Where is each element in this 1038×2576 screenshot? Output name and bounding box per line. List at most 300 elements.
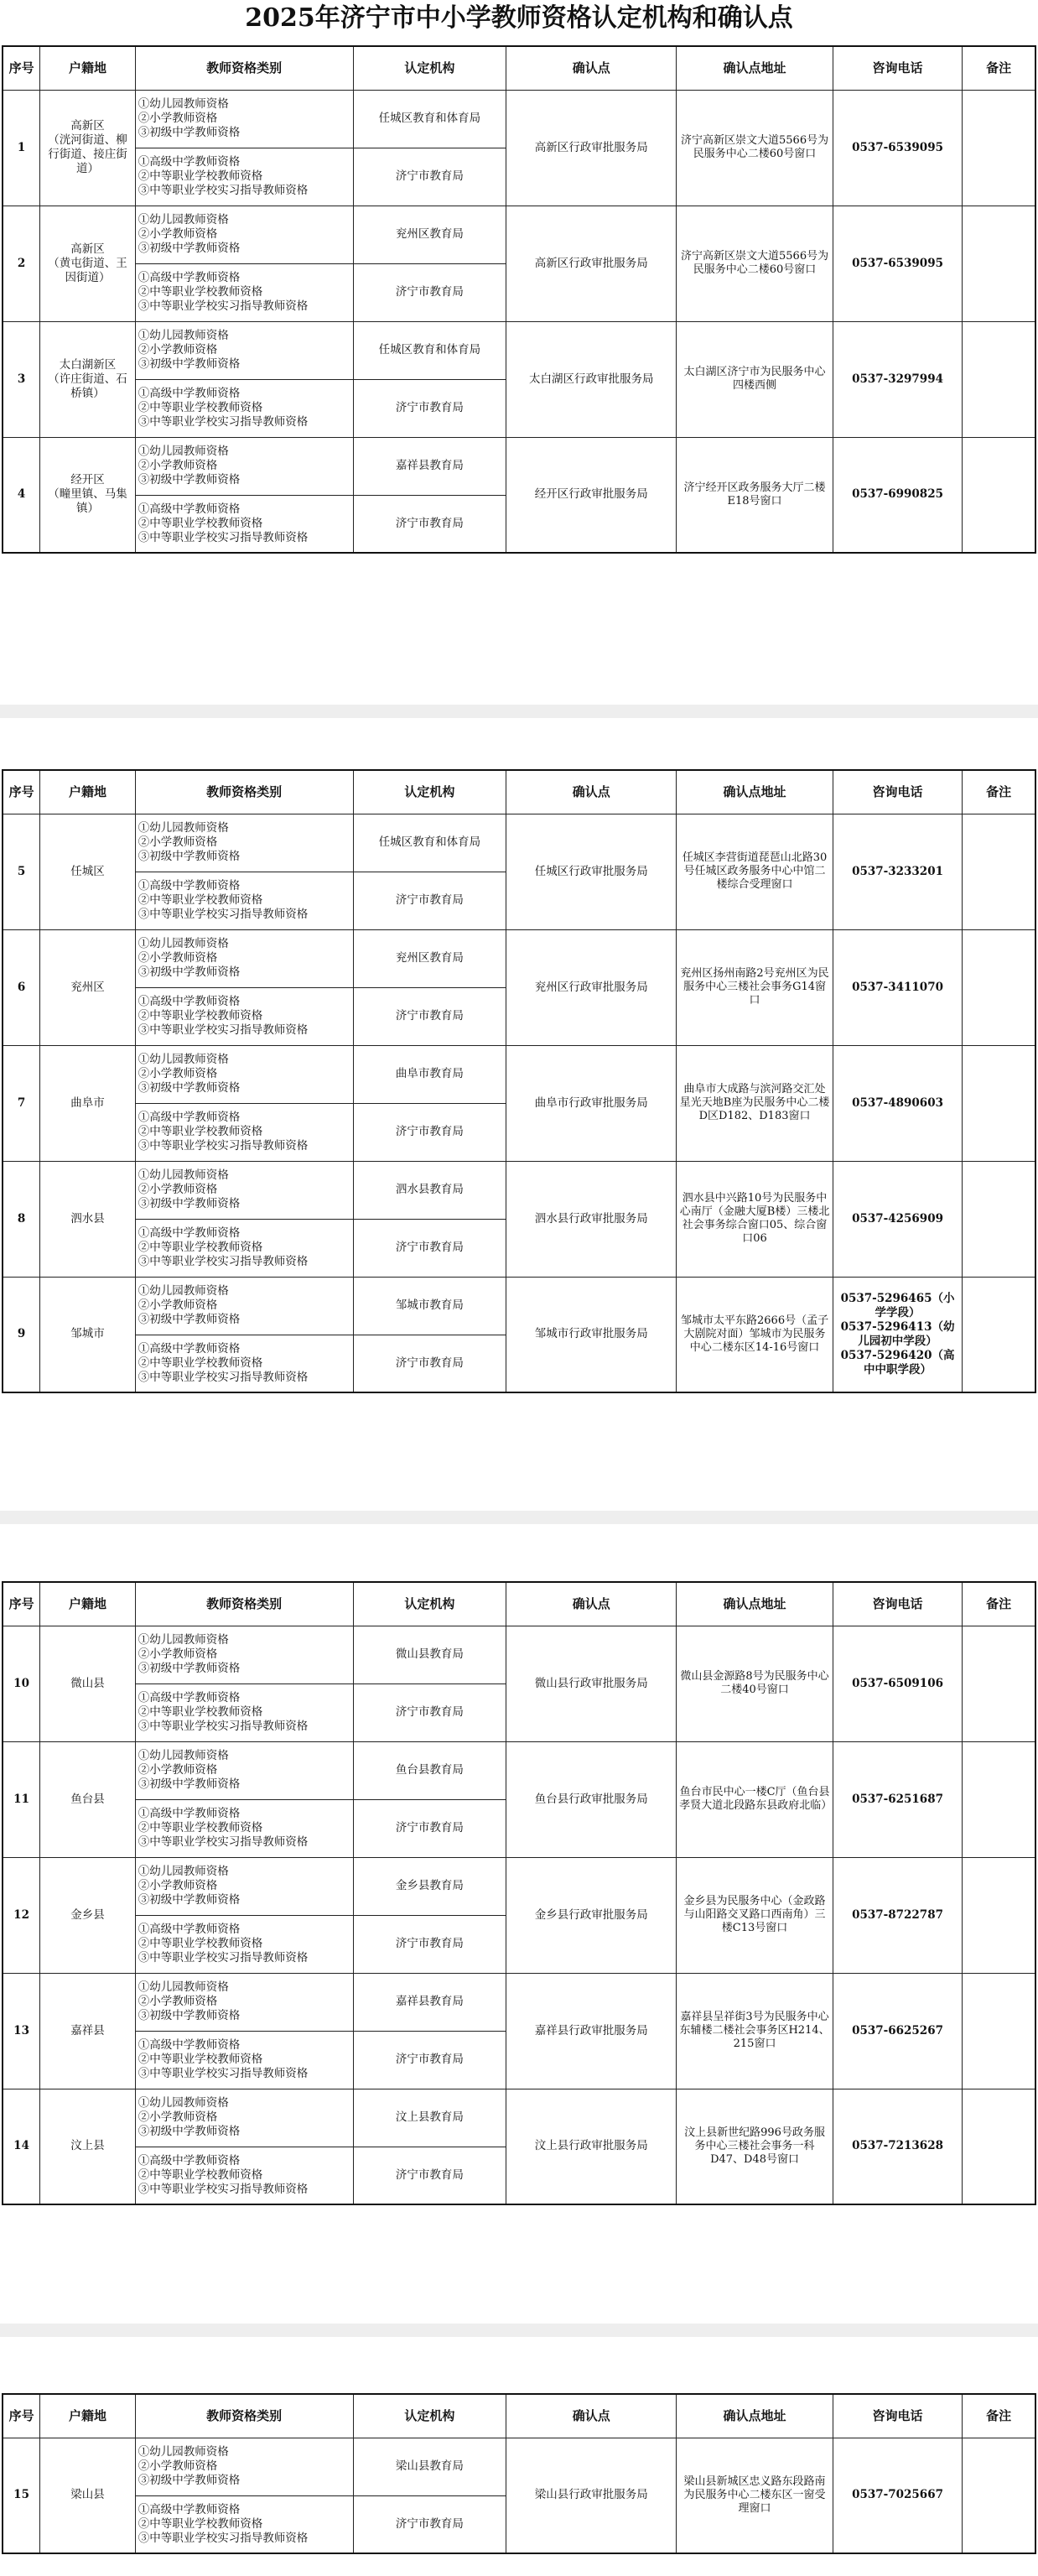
qualification-item: ②小学教师资格 (138, 1298, 218, 1312)
qualification-types (135, 1103, 353, 1161)
qualification-item: ②中等职业学校教师资格 (138, 1009, 263, 1023)
qualification-item: ①高级中学教师资格 (138, 1341, 241, 1356)
column-header: 确认点 (506, 2394, 677, 2438)
qualification-item: ①高级中学教师资格 (138, 1111, 241, 1124)
remarks (963, 929, 1035, 1045)
confirmation-address: 汶上县新世纪路996号政务服务中心三楼社会事务一科D47、D48号窗口 (677, 2089, 833, 2204)
qualification-item: ②小学教师资格 (138, 1995, 218, 2008)
confirmation-point: 嘉祥县行政审批服务局 (506, 1973, 677, 2089)
remarks (963, 1973, 1035, 2089)
qualification-table (2, 2393, 1036, 2554)
table-row (3, 1857, 1035, 1915)
qualification-item: ③中等职业学校实习指导教师资格 (138, 2182, 309, 2196)
column-header: 咨询电话 (833, 1582, 962, 1626)
table-section-1 (0, 45, 1038, 554)
table-row (3, 2089, 1035, 2147)
column-header: 序号 (3, 46, 40, 90)
column-header: 认定机构 (353, 46, 506, 90)
certifying-agency: 济宁市教育局 (353, 872, 506, 929)
qualification-types (135, 1219, 353, 1277)
certifying-agency: 济宁市教育局 (353, 495, 506, 553)
qualification-item: ①幼儿园教师资格 (138, 1633, 229, 1647)
qualification-item: ①高级中学教师资格 (138, 1923, 241, 1936)
qualification-item: ②中等职业学校教师资格 (138, 2167, 263, 2182)
column-header: 备注 (963, 1582, 1035, 1626)
qualification-types (135, 206, 353, 263)
qualification-types (135, 2147, 353, 2204)
column-header: 咨询电话 (833, 46, 962, 90)
table-row (3, 1626, 1035, 1684)
qualification-item: ②小学教师资格 (138, 951, 218, 965)
qualification-item: ②小学教师资格 (138, 1647, 218, 1661)
household-origin: 曲阜市 (40, 1045, 136, 1161)
column-header: 确认点 (506, 770, 677, 814)
confirmation-address: 任城区李营街道琵琶山北路30号任城区政务服务中心中馆二楼综合受理窗口 (677, 814, 833, 929)
qualification-item: ①幼儿园教师资格 (138, 213, 229, 226)
qualification-types (135, 929, 353, 987)
row-number: 8 (3, 1161, 40, 1277)
certifying-agency: 微山县教育局 (353, 1626, 506, 1684)
contact-phone: 0537-8722787 (833, 1857, 962, 1973)
qualification-types (135, 321, 353, 379)
qualification-item: ③中等职业学校实习指导教师资格 (138, 1370, 309, 1384)
household-origin: 金乡县 (40, 1857, 136, 1973)
certifying-agency: 邹城市教育局 (353, 1277, 506, 1335)
certifying-agency: 任城区教育和体育局 (353, 90, 506, 148)
column-header: 确认点地址 (677, 770, 833, 814)
column-header: 备注 (963, 46, 1035, 90)
confirmation-point: 汶上县行政审批服务局 (506, 2089, 677, 2204)
column-header: 序号 (3, 2394, 40, 2438)
qualification-item: ①高级中学教师资格 (138, 155, 241, 169)
qualification-item: ①高级中学教师资格 (138, 1807, 241, 1820)
qualification-item: ③初级中学教师资格 (138, 1662, 241, 1675)
certifying-agency: 兖州区教育局 (353, 929, 506, 987)
certifying-agency: 嘉祥县教育局 (353, 1973, 506, 2031)
contact-phone: 0537-4256909 (833, 1161, 962, 1277)
row-number: 12 (3, 1857, 40, 1973)
table-row (3, 1973, 1035, 2031)
qualification-item: ②中等职业学校教师资格 (138, 169, 263, 183)
row-number: 7 (3, 1045, 40, 1161)
confirmation-point: 梁山县行政审批服务局 (506, 2438, 677, 2553)
qualification-types (135, 1857, 353, 1915)
confirmation-point: 太白湖区行政审批服务局 (506, 321, 677, 437)
qualification-item: ③初级中学教师资格 (138, 126, 241, 139)
row-number: 1 (3, 90, 40, 206)
row-number: 10 (3, 1626, 40, 1741)
confirmation-point: 微山县行政审批服务局 (506, 1626, 677, 1741)
confirmation-point: 邹城市行政审批服务局 (506, 1277, 677, 1392)
table-row (3, 437, 1035, 495)
qualification-item: ②小学教师资格 (138, 2459, 218, 2473)
table-row (3, 814, 1035, 872)
confirmation-address: 济宁经开区政务服务大厅二楼E18号窗口 (677, 437, 833, 553)
confirmation-point: 金乡县行政审批服务局 (506, 1857, 677, 1973)
column-header: 教师资格类别 (135, 2394, 353, 2438)
certifying-agency: 济宁市教育局 (353, 379, 506, 437)
contact-phone: 0537-6539095 (833, 90, 962, 206)
contact-phone: 0537-6625267 (833, 1973, 962, 2089)
confirmation-address: 嘉祥县呈祥街3号为民服务中心东辅楼二楼社会事务区H214、215窗口 (677, 1973, 833, 2089)
confirmation-address: 太白湖区济宁市为民服务中心四楼西侧 (677, 321, 833, 437)
qualification-item: ②小学教师资格 (138, 1067, 218, 1080)
confirmation-point: 经开区行政审批服务局 (506, 437, 677, 553)
qualification-item: ②中等职业学校教师资格 (138, 1937, 263, 1950)
qualification-item: ②中等职业学校教师资格 (138, 401, 263, 414)
certifying-agency: 梁山县教育局 (353, 2438, 506, 2495)
certifying-agency: 济宁市教育局 (353, 1103, 506, 1161)
column-header: 户籍地 (40, 770, 136, 814)
qualification-types (135, 437, 353, 495)
qualification-item: ②小学教师资格 (138, 1879, 218, 1892)
qualification-item: ②中等职业学校教师资格 (138, 1125, 263, 1138)
table-row (3, 206, 1035, 263)
qualification-item: ①高级中学教师资格 (138, 2038, 241, 2052)
qualification-item: ③初级中学教师资格 (138, 357, 241, 371)
confirmation-address: 兖州区扬州南路2号兖州区为民服务中心三楼社会事务G14窗口 (677, 929, 833, 1045)
household-origin: 高新区 （洸河街道、柳行街道、接庄街道） (40, 90, 136, 206)
qualification-item: ①幼儿园教师资格 (138, 2096, 229, 2110)
row-number: 11 (3, 1741, 40, 1857)
qualification-item: ②小学教师资格 (138, 835, 218, 849)
qualification-types (135, 1684, 353, 1741)
table-row (3, 929, 1035, 987)
qualification-types (135, 1915, 353, 1973)
certifying-agency: 济宁市教育局 (353, 1799, 506, 1857)
row-number: 4 (3, 437, 40, 553)
qualification-item: ③初级中学教师资格 (138, 1893, 241, 1907)
qualification-item: ①幼儿园教师资格 (138, 97, 229, 111)
qualification-item: ②中等职业学校教师资格 (138, 1705, 263, 1719)
household-origin: 任城区 (40, 814, 136, 929)
qualification-item: ①幼儿园教师资格 (138, 329, 229, 342)
row-number: 5 (3, 814, 40, 929)
column-header: 备注 (963, 770, 1035, 814)
qualification-item: ②中等职业学校教师资格 (138, 2053, 263, 2066)
qualification-types (135, 379, 353, 437)
qualification-item: ③中等职业学校实习指导教师资格 (138, 1951, 309, 1965)
remarks (963, 90, 1035, 206)
row-number: 9 (3, 1277, 40, 1392)
certifying-agency: 兖州区教育局 (353, 206, 506, 263)
page-gap (0, 1511, 1038, 1524)
qualification-item: ②小学教师资格 (138, 459, 218, 472)
qualification-item: ③初级中学教师资格 (138, 1197, 241, 1210)
qualification-item: ③中等职业学校实习指导教师资格 (138, 530, 309, 544)
column-header: 确认点地址 (677, 2394, 833, 2438)
qualification-item: ③中等职业学校实习指导教师资格 (138, 1255, 309, 1268)
row-number: 3 (3, 321, 40, 437)
qualification-item: ③初级中学教师资格 (138, 965, 241, 979)
qualification-item: ③中等职业学校实习指导教师资格 (138, 415, 309, 429)
column-header: 咨询电话 (833, 770, 962, 814)
certifying-agency: 任城区教育和体育局 (353, 321, 506, 379)
contact-phone: 0537-7025667 (833, 2438, 962, 2553)
column-header: 确认点地址 (677, 1582, 833, 1626)
household-origin: 兖州区 (40, 929, 136, 1045)
certifying-agency: 济宁市教育局 (353, 2147, 506, 2204)
qualification-item: ②中等职业学校教师资格 (138, 516, 263, 530)
qualification-item: ③中等职业学校实习指导教师资格 (138, 908, 309, 921)
contact-phone: 0537-3411070 (833, 929, 962, 1045)
column-header: 教师资格类别 (135, 1582, 353, 1626)
qualification-item: ②小学教师资格 (138, 1763, 218, 1777)
household-origin: 泗水县 (40, 1161, 136, 1277)
certifying-agency: 金乡县教育局 (353, 1857, 506, 1915)
remarks (963, 206, 1035, 321)
qualification-item: ②小学教师资格 (138, 227, 218, 241)
page-gap (0, 2324, 1038, 2337)
qualification-item: ③中等职业学校实习指导教师资格 (138, 2531, 309, 2545)
certifying-agency: 泗水县教育局 (353, 1161, 506, 1219)
qualification-item: ①幼儿园教师资格 (138, 1284, 229, 1298)
column-header: 户籍地 (40, 2394, 136, 2438)
row-number: 2 (3, 206, 40, 321)
qualification-types (135, 814, 353, 872)
qualification-item: ②小学教师资格 (138, 1183, 218, 1196)
qualification-types (135, 1161, 353, 1219)
confirmation-point: 鱼台县行政审批服务局 (506, 1741, 677, 1857)
confirmation-address: 曲阜市大成路与滨河路交汇处星光天地B座为民服务中心二楼D区D182、D183窗口 (677, 1045, 833, 1161)
qualification-types (135, 1741, 353, 1799)
qualification-item: ①幼儿园教师资格 (138, 1865, 229, 1878)
qualification-item: ①幼儿园教师资格 (138, 1168, 229, 1182)
qualification-item: ①幼儿园教师资格 (138, 445, 229, 458)
column-header: 认定机构 (353, 1582, 506, 1626)
qualification-types (135, 148, 353, 206)
qualification-item: ①高级中学教师资格 (138, 2153, 241, 2167)
confirmation-point: 高新区行政审批服务局 (506, 90, 677, 206)
certifying-agency: 济宁市教育局 (353, 1335, 506, 1392)
column-header: 确认点 (506, 1582, 677, 1626)
contact-phone: 0537-6251687 (833, 1741, 962, 1857)
qualification-types (135, 1277, 353, 1335)
qualification-types (135, 90, 353, 148)
qualification-item: ①高级中学教师资格 (138, 271, 241, 284)
qualification-item: ③初级中学教师资格 (138, 473, 241, 487)
remarks (963, 1161, 1035, 1277)
household-origin: 邹城市 (40, 1277, 136, 1392)
remarks (963, 2438, 1035, 2553)
qualification-item: ③初级中学教师资格 (138, 850, 241, 863)
certifying-agency: 济宁市教育局 (353, 1684, 506, 1741)
qualification-types (135, 2495, 353, 2553)
confirmation-address: 邹城市太平东路2666号（孟子大剧院对面）邹城市为民服务中心二楼东区14-16号窗口 (677, 1277, 833, 1392)
contact-phone: 0537-4890603 (833, 1045, 962, 1161)
remarks (963, 814, 1035, 929)
qualification-item: ①高级中学教师资格 (138, 879, 241, 892)
qualification-item: ②中等职业学校教师资格 (138, 1821, 263, 1834)
qualification-item: ①高级中学教师资格 (138, 2502, 241, 2516)
qualification-item: ③初级中学教师资格 (138, 1313, 241, 1326)
qualification-item: ③初级中学教师资格 (138, 2009, 241, 2022)
table-section-4 (0, 2393, 1038, 2554)
header-row (3, 46, 1035, 90)
column-header: 确认点地址 (677, 46, 833, 90)
certifying-agency: 济宁市教育局 (353, 1915, 506, 1973)
table-row (3, 2438, 1035, 2495)
confirmation-point: 泗水县行政审批服务局 (506, 1161, 677, 1277)
certifying-agency: 嘉祥县教育局 (353, 437, 506, 495)
confirmation-point: 任城区行政审批服务局 (506, 814, 677, 929)
contact-phone: 0537-7213628 (833, 2089, 962, 2204)
table-row (3, 1161, 1035, 1219)
qualification-types (135, 1626, 353, 1684)
table-row (3, 321, 1035, 379)
column-header: 教师资格类别 (135, 46, 353, 90)
remarks (963, 1277, 1035, 1392)
remarks (963, 2089, 1035, 2204)
contact-phone: 0537-3233201 (833, 814, 962, 929)
qualification-item: ③初级中学教师资格 (138, 2125, 241, 2138)
contact-phone: 0537-6539095 (833, 206, 962, 321)
household-origin: 鱼台县 (40, 1741, 136, 1857)
qualification-item: ③中等职业学校实习指导教师资格 (138, 1139, 309, 1153)
qualification-item: ②中等职业学校教师资格 (138, 285, 263, 299)
table-row (3, 1277, 1035, 1335)
qualification-item: ①幼儿园教师资格 (138, 1980, 229, 1994)
qualification-item: ①高级中学教师资格 (138, 387, 241, 400)
qualification-types (135, 2089, 353, 2147)
qualification-item: ③中等职业学校实习指导教师资格 (138, 1720, 309, 1733)
qualification-item: ②中等职业学校教师资格 (138, 893, 263, 907)
qualification-types (135, 2031, 353, 2089)
contact-phone: 0537-3297994 (833, 321, 962, 437)
qualification-item: ②小学教师资格 (138, 112, 218, 125)
qualification-types (135, 1973, 353, 2031)
certifying-agency: 曲阜市教育局 (353, 1045, 506, 1103)
qualification-item: ①幼儿园教师资格 (138, 1053, 229, 1066)
confirmation-address: 梁山县新城区忠义路东段路南为民服务中心二楼东区一窗受理窗口 (677, 2438, 833, 2553)
table-row (3, 90, 1035, 148)
confirmation-point: 兖州区行政审批服务局 (506, 929, 677, 1045)
qualification-item: ①高级中学教师资格 (138, 995, 241, 1008)
qualification-item: ②小学教师资格 (138, 2110, 218, 2124)
qualification-types (135, 495, 353, 553)
confirmation-address: 济宁高新区崇文大道5566号为民服务中心二楼60号窗口 (677, 90, 833, 206)
row-number: 13 (3, 1973, 40, 2089)
qualification-item: ①幼儿园教师资格 (138, 937, 229, 950)
qualification-table (2, 45, 1036, 554)
column-header: 咨询电话 (833, 2394, 962, 2438)
header-row (3, 1582, 1035, 1626)
confirmation-point: 高新区行政审批服务局 (506, 206, 677, 321)
table-row (3, 1045, 1035, 1103)
household-origin: 微山县 (40, 1626, 136, 1741)
remarks (963, 1626, 1035, 1741)
qualification-item: ①幼儿园教师资格 (138, 1749, 229, 1762)
column-header: 序号 (3, 1582, 40, 1626)
confirmation-address: 济宁高新区崇文大道5566号为民服务中心二楼60号窗口 (677, 206, 833, 321)
remarks (963, 321, 1035, 437)
confirmation-address: 金乡县为民服务中心（金政路与山阳路交叉路口西南角）三楼C13号窗口 (677, 1857, 833, 1973)
row-number: 6 (3, 929, 40, 1045)
remarks (963, 1857, 1035, 1973)
column-header: 确认点 (506, 46, 677, 90)
qualification-types (135, 872, 353, 929)
qualification-item: ③初级中学教师资格 (138, 1081, 241, 1095)
qualification-item: ②中等职业学校教师资格 (138, 1241, 263, 1254)
qualification-item: ③中等职业学校实习指导教师资格 (138, 1835, 309, 1849)
page-title: 2025年济宁市中小学教师资格认定机构和确认点 (245, 3, 793, 33)
household-origin: 梁山县 (40, 2438, 136, 2553)
table-row (3, 1741, 1035, 1799)
qualification-table (2, 769, 1036, 1393)
household-origin: 太白湖新区 （许庄街道、石桥镇） (40, 321, 136, 437)
household-origin: 经开区 （疃里镇、马集镇） (40, 437, 136, 553)
certifying-agency: 任城区教育和体育局 (353, 814, 506, 872)
qualification-item: ③中等职业学校实习指导教师资格 (138, 184, 309, 197)
column-header: 教师资格类别 (135, 770, 353, 814)
qualification-item: ③中等职业学校实习指导教师资格 (138, 2067, 309, 2080)
certifying-agency: 济宁市教育局 (353, 148, 506, 206)
certifying-agency: 济宁市教育局 (353, 263, 506, 321)
confirmation-point: 曲阜市行政审批服务局 (506, 1045, 677, 1161)
table-section-3 (0, 1581, 1038, 2205)
qualification-item: ③中等职业学校实习指导教师资格 (138, 1023, 309, 1037)
row-number: 15 (3, 2438, 40, 2553)
qualification-item: ①高级中学教师资格 (138, 502, 241, 516)
header-row (3, 770, 1035, 814)
qualification-item: ②中等职业学校教师资格 (138, 1356, 263, 1370)
qualification-item: ②小学教师资格 (138, 343, 218, 356)
confirmation-address: 泗水县中兴路10号为民服务中心南厅（金融大厦B楼）三楼北社会事务综合窗口05、综合窗口06 (677, 1161, 833, 1277)
contact-phone: 0537-5296465（小学学段） 0537-5296413（幼儿园初中学段） 0537-5296420（高中中职学段） (833, 1277, 962, 1392)
qualification-types (135, 2438, 353, 2495)
page-gap (0, 705, 1038, 718)
qualification-item: ③初级中学教师资格 (138, 242, 241, 255)
contact-phone: 0537-6509106 (833, 1626, 962, 1741)
certifying-agency: 鱼台县教育局 (353, 1741, 506, 1799)
qualification-item: ③中等职业学校实习指导教师资格 (138, 299, 309, 313)
household-origin: 嘉祥县 (40, 1973, 136, 2089)
qualification-types (135, 987, 353, 1045)
qualification-item: ①高级中学教师资格 (138, 1226, 241, 1240)
contact-phone: 0537-6990825 (833, 437, 962, 553)
household-origin: 高新区 （黄屯街道、王因街道） (40, 206, 136, 321)
qualification-types (135, 1799, 353, 1857)
table-section-2 (0, 769, 1038, 1393)
confirmation-address: 鱼台市民中心一楼C厅（鱼台县孝贤大道北段路东县政府北临） (677, 1741, 833, 1857)
remarks (963, 437, 1035, 553)
certifying-agency: 济宁市教育局 (353, 2495, 506, 2553)
column-header: 户籍地 (40, 46, 136, 90)
qualification-types (135, 1335, 353, 1392)
remarks (963, 1045, 1035, 1161)
header-row (3, 2394, 1035, 2438)
qualification-types (135, 263, 353, 321)
column-header: 认定机构 (353, 2394, 506, 2438)
qualification-item: ①幼儿园教师资格 (138, 821, 229, 835)
qualification-item: ③初级中学教师资格 (138, 1777, 241, 1791)
remarks (963, 1741, 1035, 1857)
qualification-item: ②中等职业学校教师资格 (138, 2516, 263, 2531)
column-header: 序号 (3, 770, 40, 814)
row-number: 14 (3, 2089, 40, 2204)
qualification-item: ③初级中学教师资格 (138, 2474, 241, 2487)
confirmation-address: 微山县金源路8号为民服务中心二楼40号窗口 (677, 1626, 833, 1741)
qualification-types (135, 1045, 353, 1103)
certifying-agency: 济宁市教育局 (353, 987, 506, 1045)
certifying-agency: 济宁市教育局 (353, 1219, 506, 1277)
column-header: 户籍地 (40, 1582, 136, 1626)
qualification-table (2, 1581, 1036, 2205)
column-header: 备注 (963, 2394, 1035, 2438)
certifying-agency: 汶上县教育局 (353, 2089, 506, 2147)
household-origin: 汶上县 (40, 2089, 136, 2204)
certifying-agency: 济宁市教育局 (353, 2031, 506, 2089)
